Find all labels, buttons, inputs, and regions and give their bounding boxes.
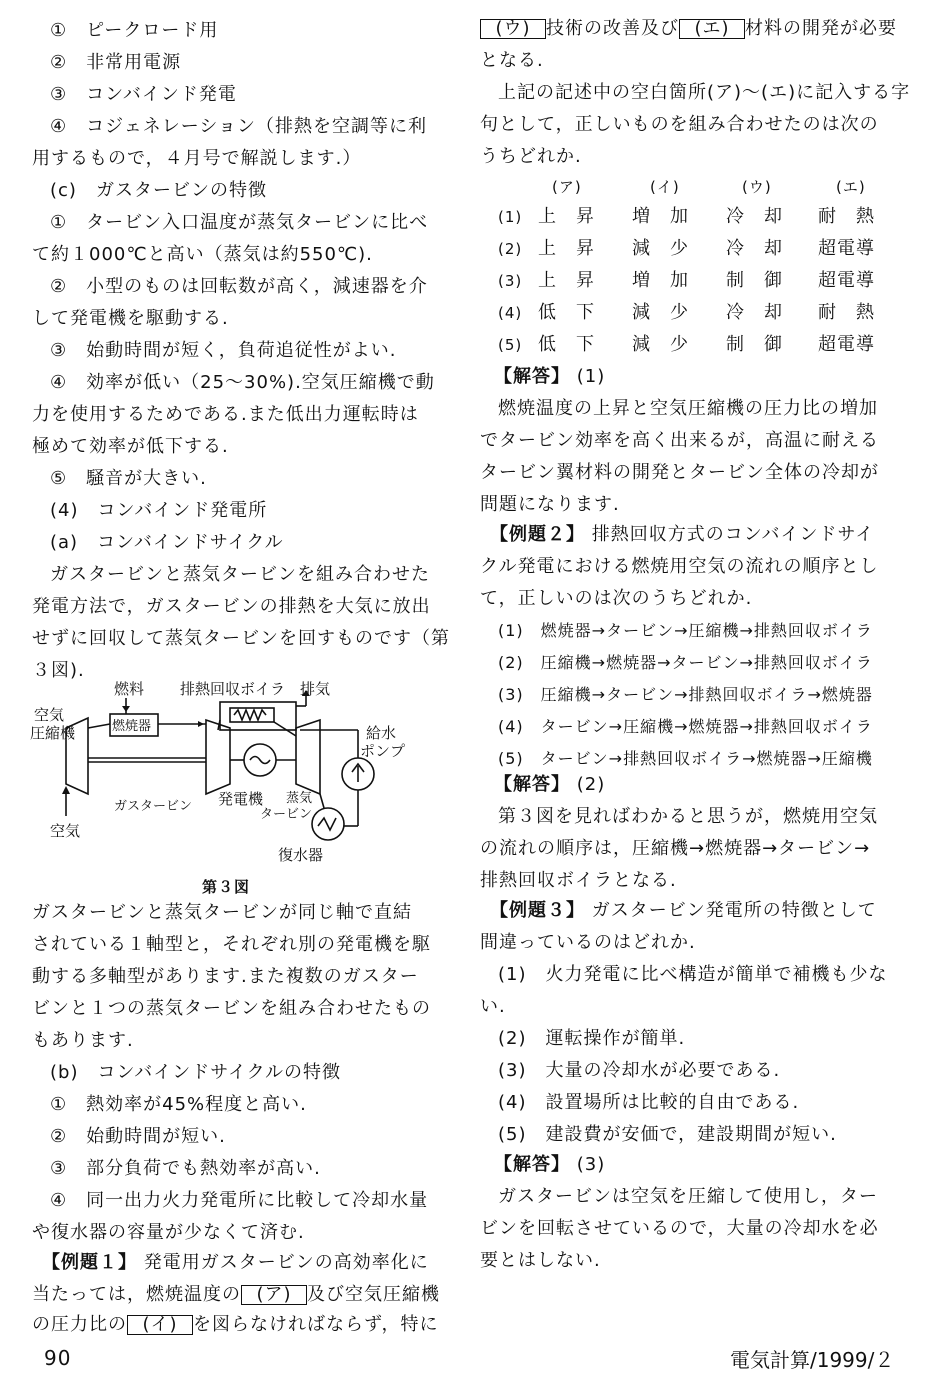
option-line: (1) 燃焼器→タービン→圧縮機→排熱回収ボイラ: [498, 621, 873, 640]
text-line: ④ 同一出力火力発電所に比較して冷却水量: [50, 1190, 429, 1211]
text-line: て，正しいのは次のうちどれか.: [480, 588, 753, 609]
page-number: 90: [44, 1346, 72, 1370]
text-line: (4) 設置場所は比較的自由である.: [498, 1092, 800, 1113]
table-header: (エ): [836, 178, 866, 196]
option-line: (2) 圧縮機→燃焼器→タービン→排熱回収ボイラ: [498, 653, 873, 672]
label-air: 空気: [50, 822, 81, 840]
example2-label: 【例題２】: [490, 524, 585, 545]
steam-turbine-shape: [296, 720, 320, 794]
text-line: 要とはしない.: [480, 1250, 601, 1271]
text-line: でタービン効率を高く出来るが，高温に耐える: [480, 430, 879, 451]
example2-text: 排熱回収方式のコンバインドサイ: [591, 524, 875, 545]
label-air-compressor: 空気: [34, 706, 65, 724]
gas-turbine-shape: [206, 720, 230, 794]
text-line: 上記の記述中の空白箇所(ア)～(エ)に記入する字: [498, 82, 911, 103]
text-line: ガスタービンは空気を圧縮して使用し，ター: [498, 1186, 878, 1207]
condenser-shape: [312, 808, 344, 840]
text-line: ② 小型のものは回転数が高く，減速器を介: [50, 276, 428, 297]
text-line: ⑤ 騒音が大きい.: [50, 468, 207, 489]
table-cell: 冷 却: [726, 238, 783, 259]
example1-line: [32, 1284, 440, 1306]
text-line: て約１000℃と高い（蒸気は約550℃).: [32, 244, 373, 265]
table-cell: 上 昇: [538, 206, 595, 227]
text-line: (1) 火力発電に比べ構造が簡単で補機も少な: [498, 964, 888, 985]
text-line: (3) 大量の冷却水が必要である.: [498, 1060, 781, 1081]
answer1-value: (1): [576, 366, 606, 387]
text-line: もあります.: [32, 1030, 134, 1051]
table-cell: 耐 熱: [818, 206, 875, 227]
table-cell: 冷 却: [726, 206, 783, 227]
label-generator: 発電機: [218, 790, 264, 808]
text-line: されている１軸型と，それぞれ別の発電機を駆: [32, 934, 431, 955]
text-line: 発電方法で，ガスタービンの排熱を大気に放出: [32, 596, 431, 617]
example1-text: 及び空気圧縮機: [307, 1284, 440, 1305]
text-line: ① タービン入口温度が蒸気タービンに比べ: [50, 212, 429, 233]
table-row-number: (3): [498, 272, 523, 290]
label-air-compressor: 圧縮機: [30, 724, 76, 742]
answer3-line: [494, 1154, 605, 1176]
option-line: (3) 圧縮機→タービン→排熱回収ボイラ→燃焼器: [498, 685, 873, 704]
answer2-value: (2): [576, 774, 606, 795]
blank-e: (エ): [679, 19, 745, 39]
example1-line: [480, 18, 897, 40]
text-line: 燃焼温度の上昇と空気圧縮機の圧力比の増加: [498, 398, 878, 419]
text-line: い.: [480, 996, 506, 1017]
table-cell: 減 少: [632, 302, 689, 323]
example1-text: の圧力比の: [32, 1314, 127, 1335]
answer1-label: 【解答】: [494, 366, 570, 387]
text-line: (c) ガスタービンの特徴: [50, 180, 267, 201]
text-line: ビンを回転させているので，大量の冷却水を必: [480, 1218, 879, 1239]
table-cell: 減 少: [632, 238, 689, 259]
example3-label: 【例題３】: [490, 900, 585, 921]
text-line: (a) コンバインドサイクル: [50, 532, 284, 553]
text-line: ① ピークロード用: [50, 20, 219, 41]
table-cell: 増 加: [632, 270, 689, 291]
text-line: 極めて効率が低下する.: [32, 436, 229, 457]
text-line: ④ 効率が低い（25～30%).空気圧縮機で動: [50, 372, 435, 393]
text-line: 排熱回収ボイラとなる.: [480, 870, 677, 891]
label-steam-turbine: 蒸気: [286, 791, 313, 806]
text-line: 動する多軸型があります.また複数のガスター: [32, 966, 419, 987]
table-cell: 超電導: [818, 334, 875, 355]
text-line: ③ 部分負荷でも熱効率が高い.: [50, 1158, 321, 1179]
combined-cycle-diagram: [28, 676, 428, 876]
text-line: 間違っているのはどれか.: [480, 932, 696, 953]
table-row-number: (1): [498, 208, 523, 226]
text-line: ガスタービンと蒸気タービンが同じ軸で直結: [32, 902, 412, 923]
text-line: (4) コンバインド発電所: [50, 500, 268, 521]
text-line: クル発電における燃焼用空気の流れの順序とし: [480, 556, 879, 577]
table-row-number: (2): [498, 240, 523, 258]
example1-text: 発電用ガスタービンの高効率化に: [143, 1252, 429, 1273]
table-cell: 超電導: [818, 238, 875, 259]
example1-text: 材料の開発が必要: [745, 18, 897, 39]
text-line: うちどれか.: [480, 146, 582, 167]
text-line: 第３図を見ればわかると思うが，燃焼用空気: [498, 806, 878, 827]
text-line: ① 熱効率が45%程度と高い.: [50, 1094, 307, 1115]
answer3-value: (3): [576, 1154, 606, 1175]
text-line: (2) 運転操作が簡単.: [498, 1028, 686, 1049]
text-line: ビンと１つの蒸気タービンを組み合わせたもの: [32, 998, 431, 1019]
text-line: となる.: [480, 50, 544, 71]
table-cell: 上 昇: [538, 238, 595, 259]
table-cell: 超電導: [818, 270, 875, 291]
text-line: ② 非常用電源: [50, 52, 182, 73]
table-header: (ア): [552, 178, 582, 196]
table-cell: 冷 却: [726, 302, 783, 323]
label-condenser: 復水器: [278, 846, 324, 864]
example3-text: ガスタービン発電所の特徴として: [591, 900, 877, 921]
text-line: せずに回収して蒸気タービンを回すものです（第: [32, 628, 450, 649]
label-feedwater-pump: ポンプ: [360, 742, 406, 760]
example1-text: 技術の改善及び: [546, 18, 679, 39]
label-feedwater-pump: 給水: [366, 724, 397, 742]
answer1-line: [494, 366, 605, 388]
label-fuel: 燃料: [114, 680, 145, 698]
table-row-number: (4): [498, 304, 523, 322]
answer3-label: 【解答】: [494, 1154, 570, 1175]
text-line: ３図).: [32, 660, 85, 681]
text-line: して発電機を駆動する.: [32, 308, 229, 329]
figure-caption: 第３図: [202, 878, 251, 896]
hrsg-shape: [220, 702, 296, 730]
text-line: 用するもので，４月号で解説します.）: [32, 148, 362, 169]
example1-line: [42, 1252, 429, 1274]
table-cell: 低 下: [538, 302, 595, 323]
label-hrsg: 排熱回収ボイラ: [180, 680, 286, 698]
table-cell: 減 少: [632, 334, 689, 355]
answer2-label: 【解答】: [494, 774, 570, 795]
text-line: (b) コンバインドサイクルの特徴: [50, 1062, 342, 1083]
table-cell: 増 加: [632, 206, 689, 227]
table-cell: 低 下: [538, 334, 595, 355]
example1-text: を図らなければならず，特に: [193, 1314, 439, 1335]
option-line: (5) タービン→排熱回収ボイラ→燃焼器→圧縮機: [498, 749, 873, 768]
text-line: ガスタービンと蒸気タービンを組み合わせた: [50, 564, 430, 585]
text-line: や復水器の容量が少なくて済む.: [32, 1222, 305, 1243]
example3-line: [490, 900, 877, 922]
blank-a: (ア): [241, 1285, 307, 1305]
table-cell: 制 御: [726, 334, 783, 355]
option-line: (4) タービン→圧縮機→燃焼器→排熱回収ボイラ: [498, 717, 873, 736]
example1-label: 【例題１】: [42, 1252, 137, 1273]
example1-text: 当たっては，燃焼温度の: [32, 1284, 241, 1305]
journal-name: 電気計算/1999/２: [730, 1348, 895, 1372]
table-cell: 耐 熱: [818, 302, 875, 323]
text-line: ② 始動時間が短い.: [50, 1126, 226, 1147]
answer2-line: [494, 774, 605, 796]
table-cell: 制 御: [726, 270, 783, 291]
text-line: ③ コンバインド発電: [50, 84, 237, 105]
table-cell: 上 昇: [538, 270, 595, 291]
text-line: (5) 建設費が安価で，建設期間が短い.: [498, 1124, 837, 1145]
table-header: (イ): [650, 178, 680, 196]
label-steam-turbine: タービン: [260, 807, 313, 822]
example2-line: [490, 524, 874, 546]
table-header: (ウ): [742, 178, 772, 196]
blank-i: (イ): [127, 1315, 193, 1335]
blank-u: (ウ): [480, 19, 546, 39]
text-line: 力を使用するためである.また低出力運転時は: [32, 404, 419, 425]
example1-line: [32, 1314, 439, 1336]
text-line: ③ 始動時間が短く，負荷追従性がよい.: [50, 340, 397, 361]
label-exhaust: 排気: [300, 680, 331, 698]
text-line: 問題になります.: [480, 494, 620, 515]
label-gas-turbine: ガスタービン: [114, 799, 193, 814]
text-line: の流れの順序は，圧縮機→燃焼器→タービン→: [480, 838, 871, 859]
label-combustor: 燃焼器: [112, 719, 152, 734]
text-line: 句として，正しいものを組み合わせたのは次の: [480, 114, 879, 135]
text-line: タービン翼材料の開発とタービン全体の冷却が: [480, 462, 879, 483]
text-line: ④ コジェネレーション（排熱を空調等に利: [50, 116, 428, 137]
table-row-number: (5): [498, 336, 523, 354]
